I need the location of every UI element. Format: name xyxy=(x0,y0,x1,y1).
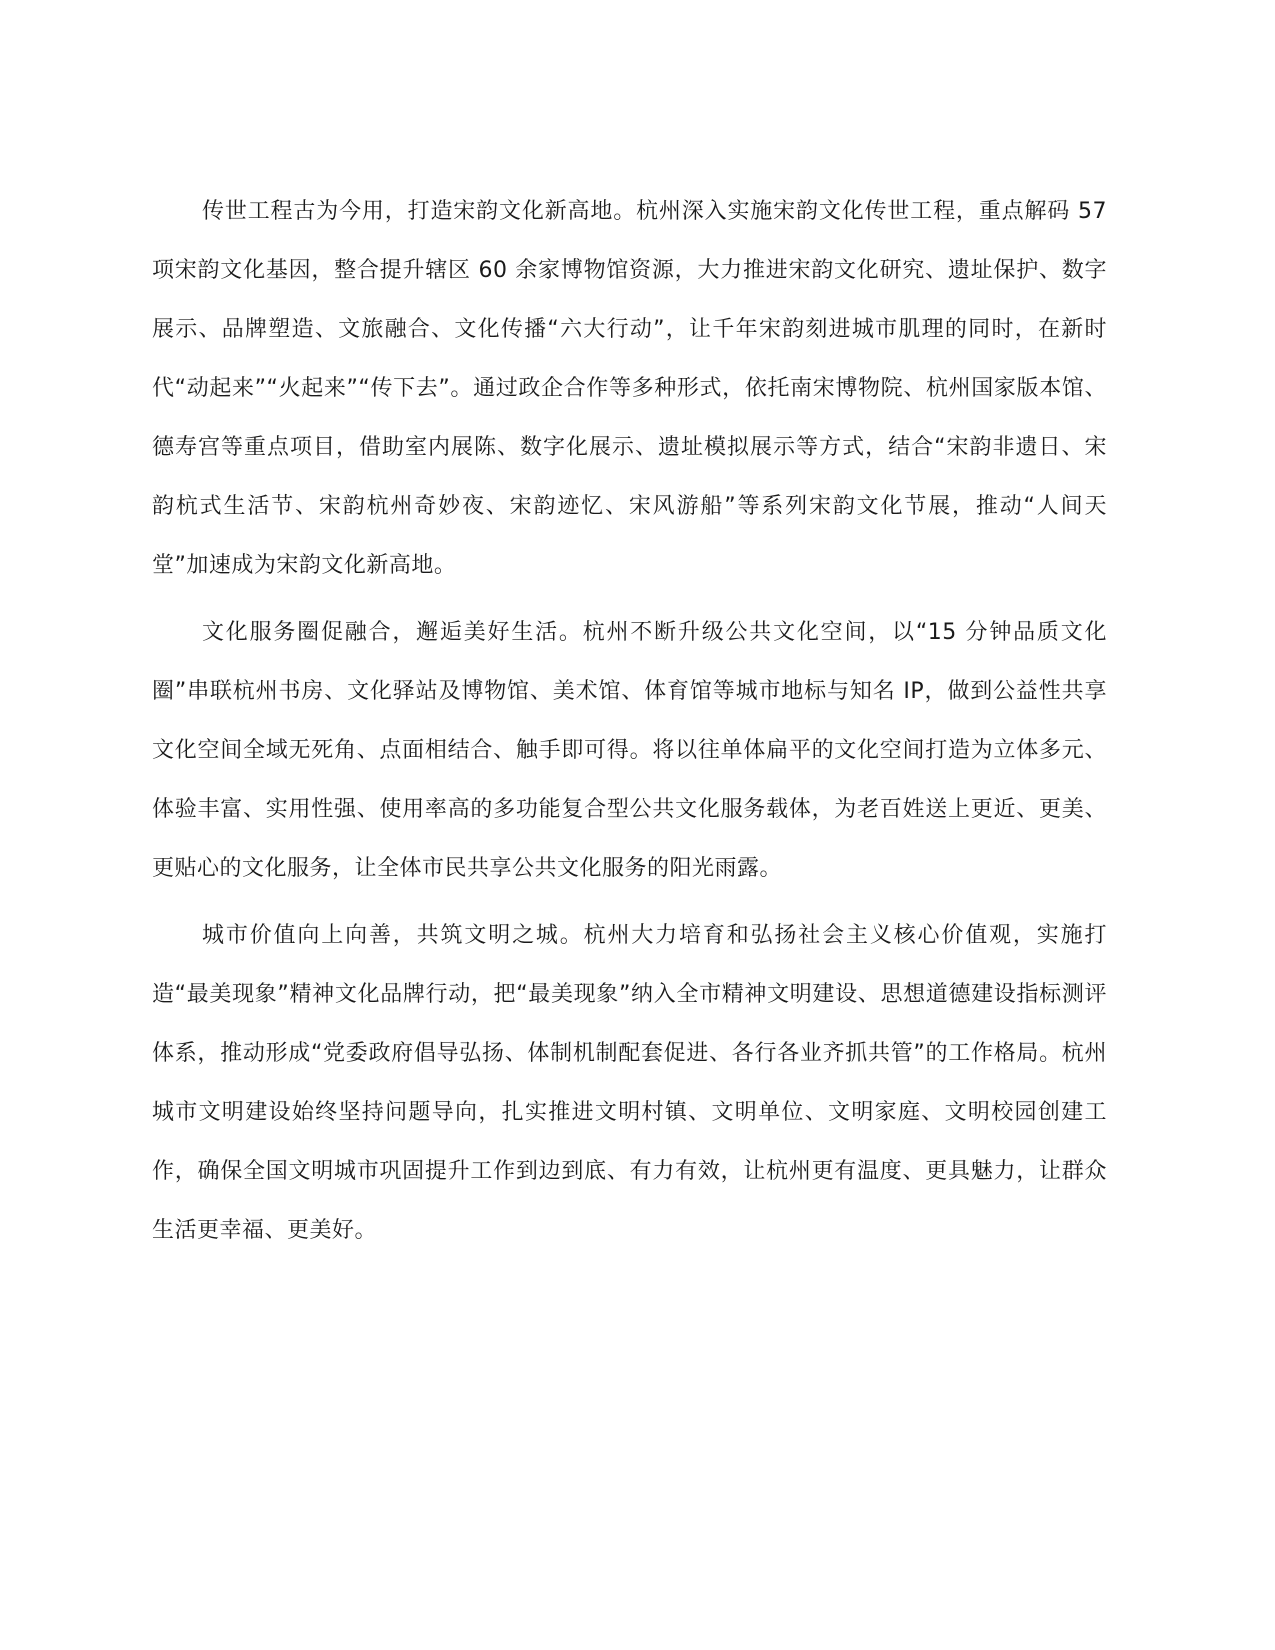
paragraph-culture-service: 文化服务圈促融合，邂逅美好生活。杭州不断升级公共文化空间，以“15 分钟品质文化圈”串联杭州书房、文化驿站及博物馆、美术馆、体育馆等城市地标与知名 IP，做到公益性共享文化空间全域无死角、点面相结合、触手即可得。将以往单体扁平的文化空间打造为立体多元、体验丰富、实用性强、使用率高的多功能复合型公共文化服务载体，为老百姓送上更近、更美、更贴心的文化服务，让全体市民共享公共文化服务的阳光雨露。 xyxy=(152,620,1107,881)
paragraph-civilization: 城市价值向上向善，共筑文明之城。杭州大力培育和弘扬社会主义核心价值观，实施打造“最美现象”精神文化品牌行动，把“最美现象”纳入全市精神文明建设、思想道德建设指标测评体系，推动形成“党委政府倡导弘扬、体制机制配套促进、各行各业齐抓共管”的工作格局。杭州城市文明建设始终坚持问题导向，扎实推进文明村镇、文明单位、文明家庭、文明校园创建工作，确保全国文明城市巩固提升工作到边到底、有力有效，让杭州更有温度、更具魅力，让群众生活更幸福、更美好。 xyxy=(152,923,1107,1243)
document-body xyxy=(152,182,1107,1268)
paragraph-song-culture: 传世工程古为今用，打造宋韵文化新高地。杭州深入实施宋韵文化传世工程，重点解码 57 项宋韵文化基因，整合提升辖区 60 余家博物馆资源，大力推进宋韵文化研究、遗址保护、数字展示、品牌塑造、文旅融合、文化传播“六大行动”，让千年宋韵刻进城市肌理的同时，在新时代“动起来”“火起来”“传下去”。通过政企合作等多种形式，依托南宋博物院、杭州国家版本馆、德寿宫等重点项目，借助室内展陈、数字化展示、遗址模拟展示等方式，结合“宋韵非遗日、宋韵杭式生活节、宋韵杭州奇妙夜、宋韵迹忆、宋风游船”等系列宋韵文化节展，推动“人间天堂”加速成为宋韵文化新高地。 xyxy=(152,199,1107,578)
